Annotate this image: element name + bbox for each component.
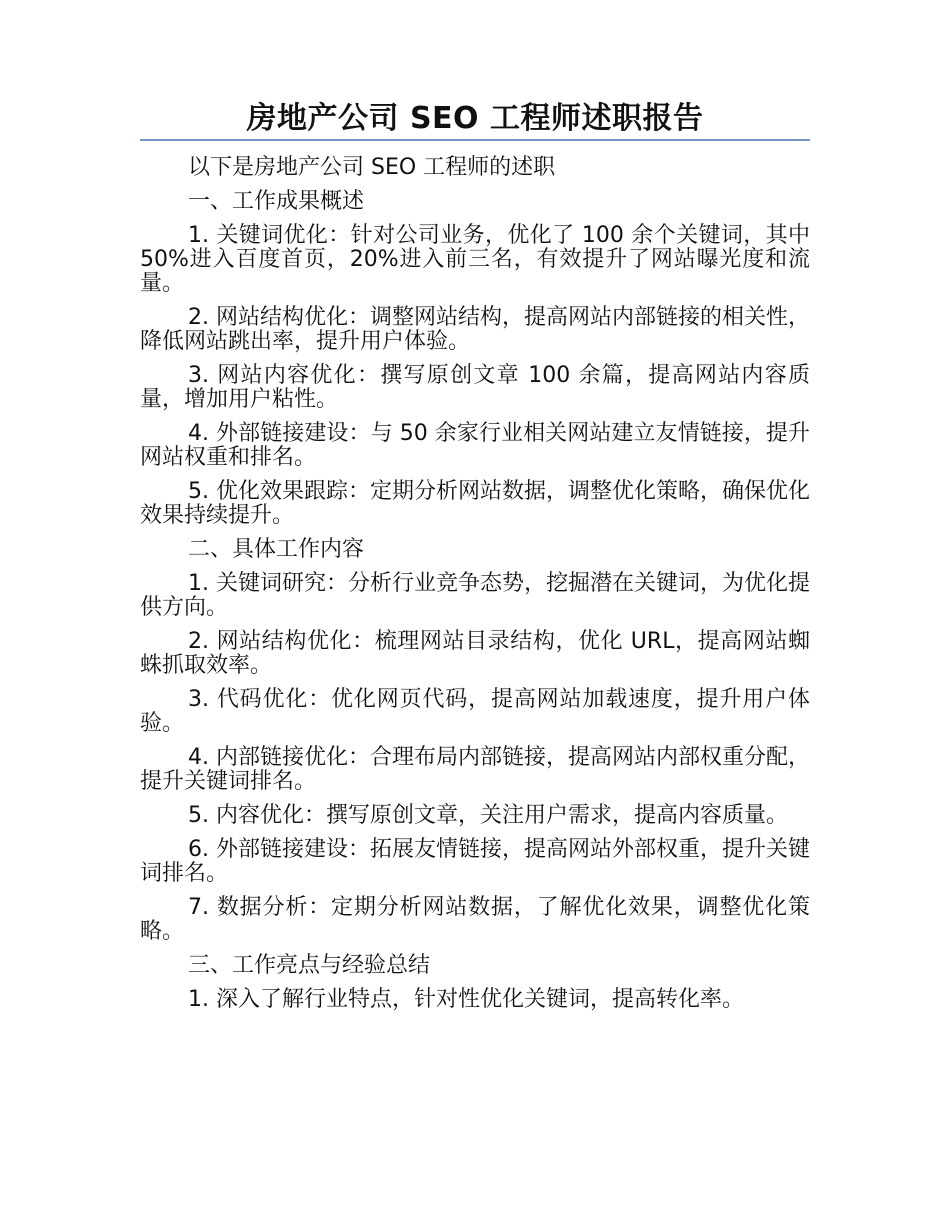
section-heading: 三、工作亮点与经验总结 [188, 953, 431, 978]
section-item: 7. 数据分析：定期分析网站数据，了解优化效果，调整优化策略。 [140, 895, 810, 944]
section-heading: 二、具体工作内容 [188, 537, 365, 562]
intro-line: 以下是房地产公司 SEO 工程师的述职 [188, 155, 556, 180]
section-item: 3. 代码优化：优化网页代码，提高网站加载速度，提升用户体验。 [140, 687, 810, 736]
title-underline [140, 139, 810, 141]
section-item: 5. 优化效果跟踪：定期分析网站数据，调整优化策略，确保优化效果持续提升。 [140, 479, 810, 528]
section-item: 3. 网站内容优化：撰写原创文章 100 余篇，提高网站内容质量，增加用户粘性。 [140, 363, 810, 412]
section-item: 5. 内容优化：撰写原创文章，关注用户需求，提高内容质量。 [188, 803, 788, 828]
section-item: 1. 关键词优化：针对公司业务，优化了 100 余个关键词，其中 50%进入百度首页，20%进入前三名，有效提升了网站曝光度和流量。 [140, 223, 810, 296]
section-item: 2. 网站结构优化：调整网站结构，提高网站内部链接的相关性，降低网站跳出率，提升用户体验。 [140, 305, 810, 354]
section-item: 1. 关键词研究：分析行业竞争态势，挖掘潜在关键词，为优化提供方向。 [140, 571, 810, 620]
section-item: 4. 外部链接建设：与 50 余家行业相关网站建立友情链接，提升网站权重和排名。 [140, 421, 810, 470]
section-item: 1. 深入了解行业特点，针对性优化关键词，提高转化率。 [188, 987, 744, 1012]
section-item: 6. 外部链接建设：拓展友情链接，提高网站外部权重，提升关键词排名。 [140, 837, 810, 886]
section-item: 2. 网站结构优化：梳理网站目录结构，优化 URL，提高网站蜘蛛抓取效率。 [140, 629, 810, 678]
document-title: 房地产公司 SEO 工程师述职报告 [246, 101, 704, 136]
document-body [140, 156, 810, 1022]
section-item: 4. 内部链接优化：合理布局内部链接，提高网站内部权重分配，提升关键词排名。 [140, 745, 810, 794]
section-heading: 一、工作成果概述 [188, 189, 365, 214]
